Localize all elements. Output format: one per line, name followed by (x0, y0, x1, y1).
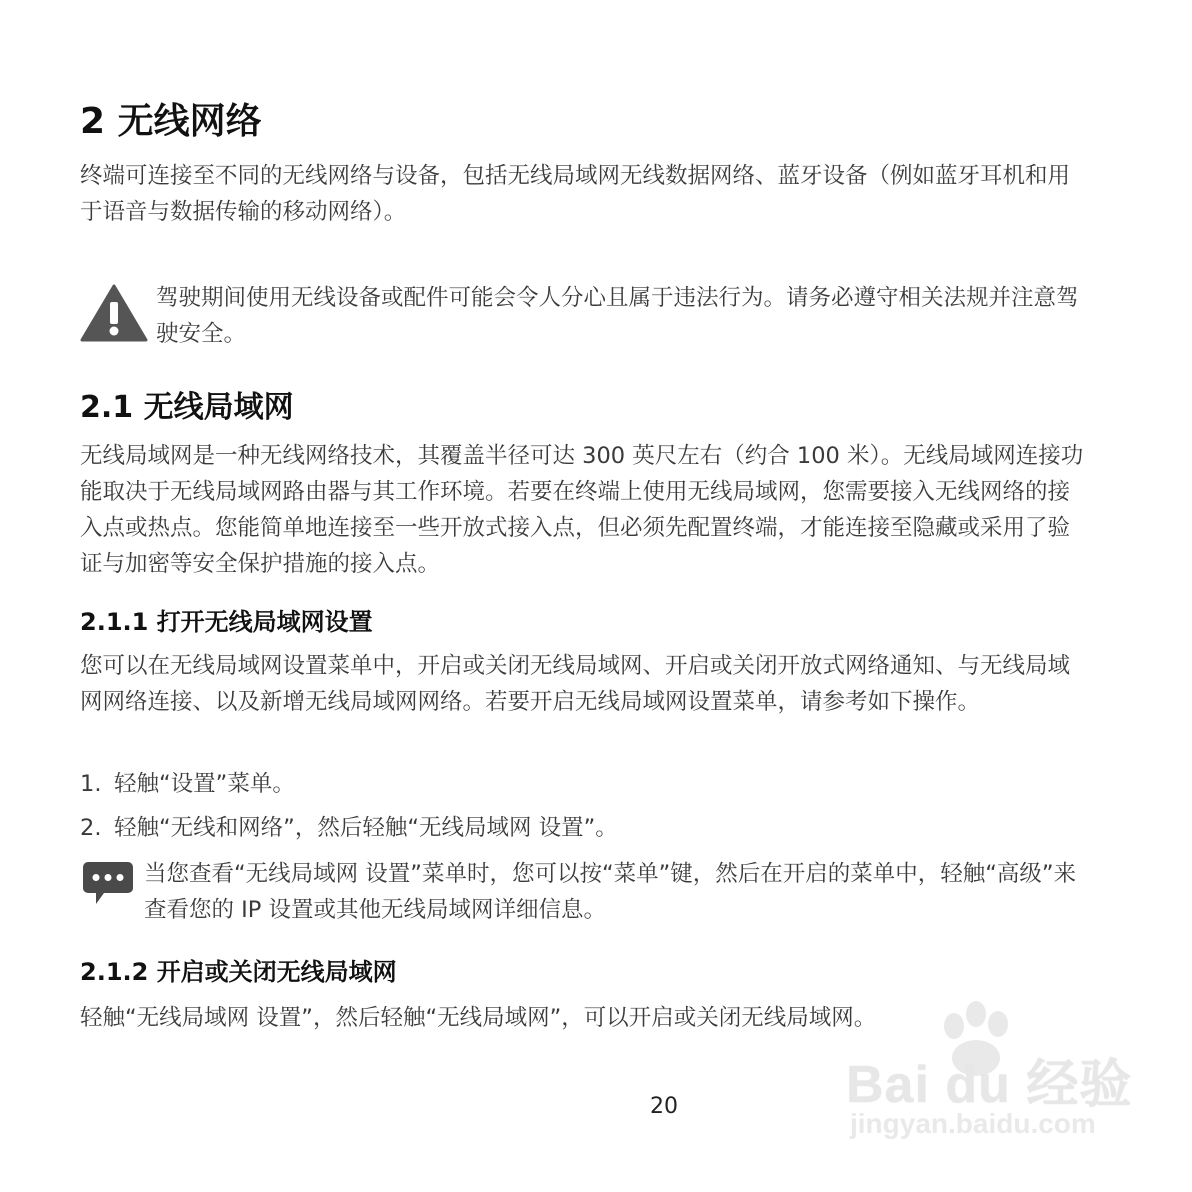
section-2-1-1-heading: 2.1.1 打开无线局域网设置 (80, 608, 373, 636)
step-item (80, 810, 618, 846)
step-number: 1. (80, 771, 102, 797)
watermark-url: jingyan.baidu.com (850, 1108, 1096, 1139)
intro-paragraph: 终端可连接至不同的无线网络与设备，包括无线局域网无线数据网络、蓝牙设备（例如蓝牙耳机和用于语音与数据传输的移动网络）。 (80, 163, 1071, 225)
warning-triangle-icon (80, 284, 148, 342)
baidu-watermark (840, 1000, 1133, 1150)
step-item (80, 766, 295, 802)
section-2-1-2-heading: 2.1.2 开启或关闭无线局域网 (80, 958, 397, 986)
speech-bubble-icon (82, 860, 134, 906)
section-2-1-body: 无线局域网是一种无线网络技术，其覆盖半径可达 300 英尺左右（约合 100 米）。无线局域网连接功能取决于无线局域网路由器与其工作环境。若要在终端上使用无线局域网，您需要接入无线网络的接入点或热点。您能简单地连接至一些开放式接入点，但必须先配置终端，才能连接至隐藏或采用了验证与加密等安全保护措施的接入点。 (80, 443, 1084, 577)
step-text: 轻触“设置”菜单。 (114, 771, 295, 797)
note-text: 当您查看“无线局域网 设置”菜单时，您可以按“菜单”键，然后在开启的菜单中，轻触“高级”来查看您的 IP 设置或其他无线局域网详细信息。 (144, 861, 1077, 923)
chapter-heading: 2 无线网络 (80, 101, 262, 142)
section-2-1-2-body: 轻触“无线局域网 设置”，然后轻触“无线局域网”，可以开启或关闭无线局域网。 (80, 1005, 877, 1031)
section-2-1-1-body: 您可以在无线局域网设置菜单中，开启或关闭无线局域网、开启或关闭开放式网络通知、与无线局域网网络连接、以及新增无线局域网网络。若要开启无线局域网设置菜单，请参考如下操作。 (80, 653, 1071, 715)
step-text: 轻触“无线和网络”，然后轻触“无线局域网 设置”。 (114, 815, 618, 841)
watermark-logo-text: Bai du 经验 (846, 1056, 1133, 1114)
warning-text: 驾驶期间使用无线设备或配件可能会令人分心且属于违法行为。请务必遵守相关法规并注意驾驶安全。 (156, 285, 1079, 347)
page-number: 20 (650, 1094, 678, 1119)
section-2-1-heading: 2.1 无线局域网 (80, 390, 294, 425)
step-number: 2. (80, 815, 102, 841)
